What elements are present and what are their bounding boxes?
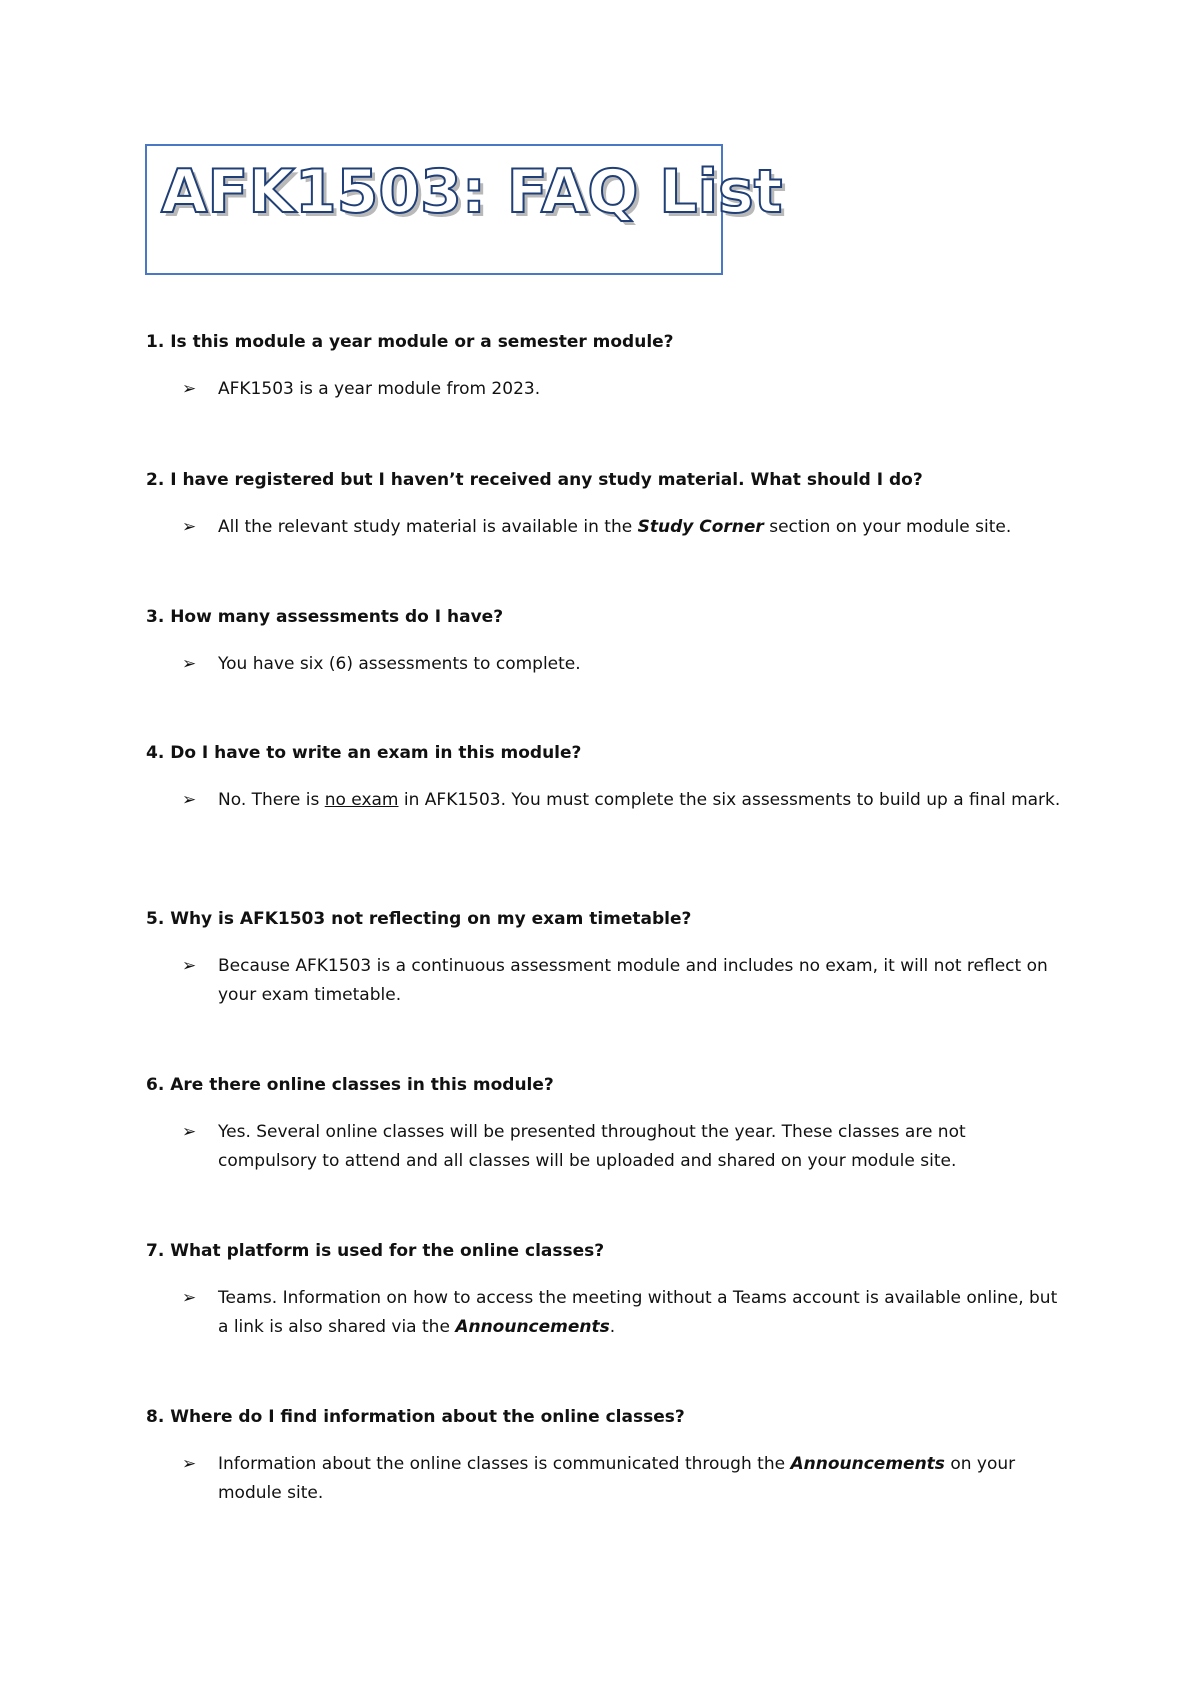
answer-text: Teams. Information on how to access the meeting without a Teams account is available online, but a link is also shared via the <box>218 1288 1058 1337</box>
faq-item-8 <box>146 1406 1066 1508</box>
faq-answer <box>146 1118 1066 1176</box>
faq-item-7 <box>146 1240 1066 1342</box>
arrowhead-bullet-icon: ➢ <box>182 956 197 976</box>
faq-answer <box>146 650 1066 679</box>
answer-text: in AFK1503. You must complete the six assessments to build up a final mark. <box>398 790 1061 810</box>
faq-question: 6. Are there online classes in this module? <box>146 1075 554 1095</box>
faq-question: 4. Do I have to write an exam in this module? <box>146 743 582 763</box>
faq-question: 2. I have registered but I haven’t received any study material. What should I do? <box>146 470 923 490</box>
answer-text: All the relevant study material is available in the <box>218 517 638 537</box>
arrowhead-bullet-icon: ➢ <box>182 1122 197 1142</box>
faq-answer <box>146 1450 1066 1508</box>
arrowhead-bullet-icon: ➢ <box>182 654 197 674</box>
announcements-emphasis: Announcements <box>790 1454 945 1474</box>
answer-text: Yes. Several online classes will be presented throughout the year. These classes are not compulsory to attend and all classes will be uploaded and shared on your module site. <box>218 1122 966 1171</box>
faq-answer <box>146 513 1066 542</box>
announcements-emphasis: Announcements <box>455 1317 610 1337</box>
answer-text: . <box>609 1317 616 1337</box>
faq-item-4 <box>146 742 1066 815</box>
faq-question: 7. What platform is used for the online classes? <box>146 1241 605 1261</box>
faq-item-3 <box>146 606 1066 679</box>
answer-text: section on your module site. <box>763 517 1012 537</box>
no-exam-underline: no exam <box>324 790 399 810</box>
answer-text: You have six (6) assessments to complete. <box>218 654 581 674</box>
faq-item-1 <box>146 331 1066 404</box>
answer-text: Because AFK1503 is a continuous assessment module and includes no exam, it will not reflect on your exam timetable. <box>218 956 1048 1005</box>
faq-question: 8. Where do I find information about the online classes? <box>146 1407 685 1427</box>
answer-text: AFK1503 is a year module from 2023. <box>218 379 541 399</box>
answer-text: on your module site. <box>218 1454 1016 1503</box>
faq-question: 3. How many assessments do I have? <box>146 607 504 627</box>
faq-answer <box>146 786 1066 815</box>
faq-question: 1. Is this module a year module or a semester module? <box>146 332 674 352</box>
faq-item-6 <box>146 1074 1066 1176</box>
arrowhead-bullet-icon: ➢ <box>182 790 197 810</box>
faq-item-5 <box>146 908 1066 1010</box>
answer-text: Information about the online classes is communicated through the <box>218 1454 791 1474</box>
faq-item-2 <box>146 469 1066 542</box>
arrowhead-bullet-icon: ➢ <box>182 1288 197 1308</box>
arrowhead-bullet-icon: ➢ <box>182 517 197 537</box>
faq-question: 5. Why is AFK1503 not reflecting on my exam timetable? <box>146 909 692 929</box>
title-box <box>145 144 783 275</box>
faq-answer <box>146 1284 1066 1342</box>
study-corner-emphasis: Study Corner <box>637 517 764 537</box>
faq-answer <box>146 375 1066 404</box>
answer-text: No. There is <box>218 790 325 810</box>
arrowhead-bullet-icon: ➢ <box>182 1454 197 1474</box>
page-title: AFK1503: FAQ List <box>161 157 783 227</box>
arrowhead-bullet-icon: ➢ <box>182 379 197 399</box>
faq-answer <box>146 952 1066 1010</box>
